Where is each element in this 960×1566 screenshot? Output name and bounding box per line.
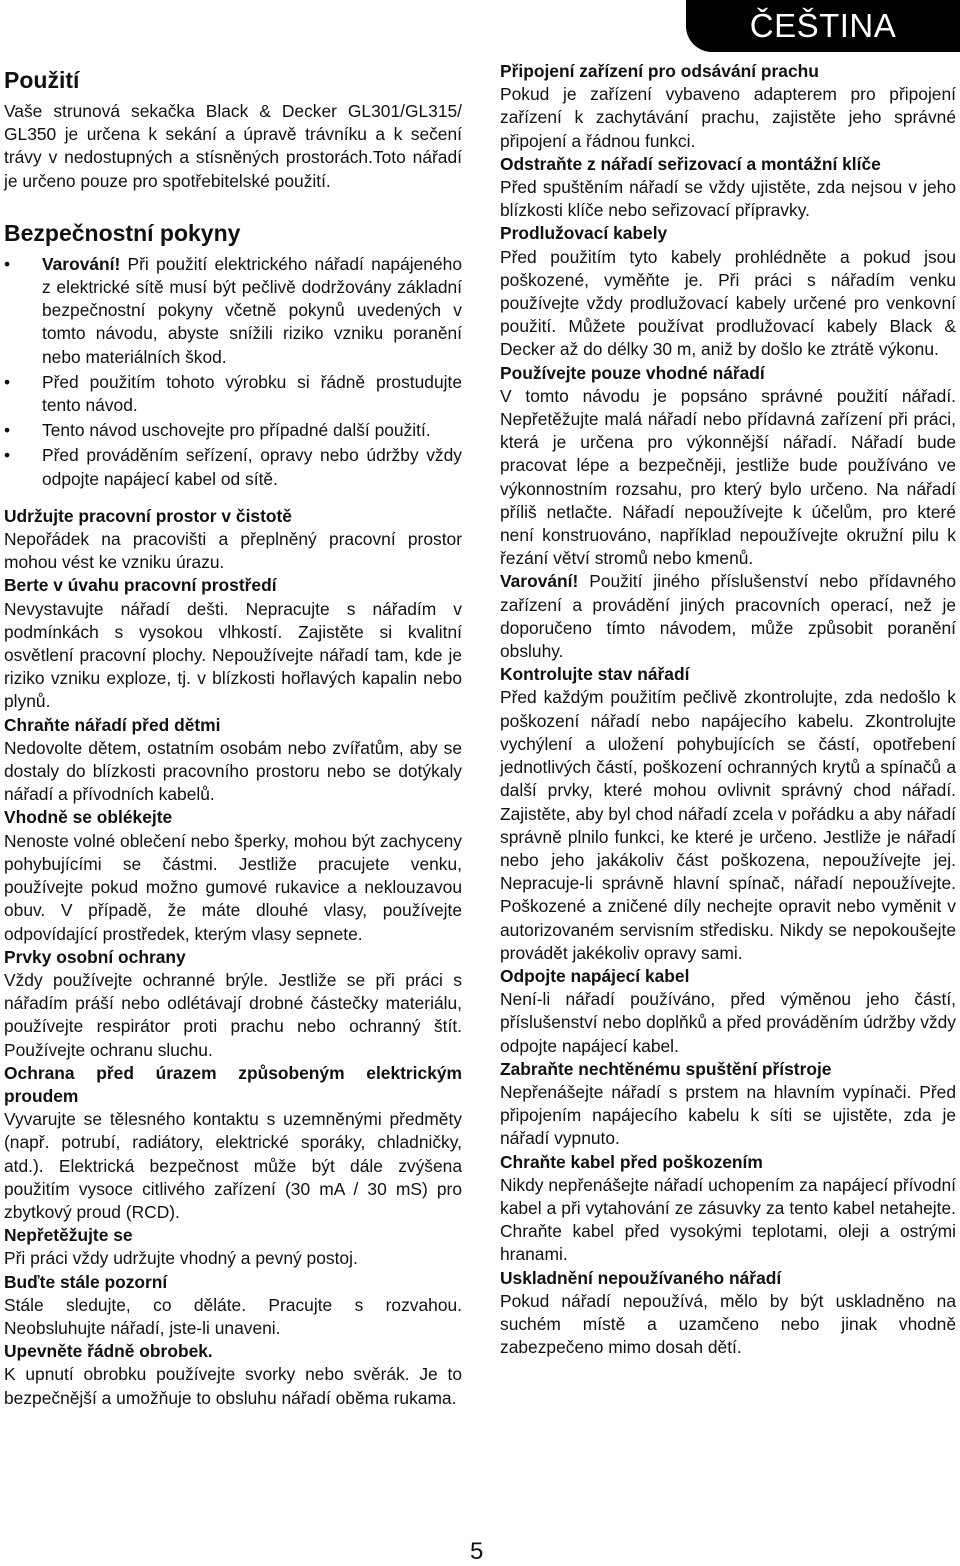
section-text: Nenoste volné oblečení nebo šperky, mohou být zachyceny pohybujícími se částmi. Jestliže pracujete venku, používejte pokud možno gumové rukavice a neklouzavou obuv. V případě, že máte dlouhé vlasy, používejte odpovídající prostředek, kterým vlasy sepnete. [4,830,462,944]
section-heading: Uskladnění nepoužívaného nářadí [500,1267,782,1288]
section-text: Stále sledujte, co děláte. Pracujte s rozvahou. Neobsluhujte nářadí, jste-li unaveni. [4,1294,462,1338]
section-heading: Připojení zařízení pro odsávání prachu [500,61,819,81]
section-text: Pokud je zařízení vybaveno adapterem pro připojení zařízení k zachytávání prachu, zajistěte jeho správné připojení a řádnou funkci. [500,84,956,151]
section-text: Nepořádek na pracovišti a přeplněný pracovní prostor mohou vést ke vzniku úrazu. [4,529,462,573]
left-column [4,60,462,1410]
section-text: Při práci vždy udržujte vhodný a pevný postoj. [4,1248,358,1269]
section-text: Před spuštěním nářadí se vždy ujistěte, zda nejsou v jeho blízkosti klíče nebo seřizovací přípravky. [500,177,956,221]
section-text: Pokud nářadí nepoužívá, mělo by být uskladněno na suchém místě a uzamčeno nebo jinak vhodně zabezpečeno mimo dosah dětí. [500,1290,956,1358]
section-text: V tomto návodu je popsáno správné použití nářadí. Nepřetěžujte malá nářadí nebo přídavná zařízení při práci, která je určena pro výkonnější nářadí. Nářadí bude pracovat lépe a bezpečněji, jestliže bude používáno ve výkonnostním rozsahu, pro který bylo určeno. Na nářadí příliš netlačte. Nářadí nepoužívejte k účelům, pro které není konstruováno, například nepoužívejte okružní pilu k řezání větví stromů nebo kmenů. [500,385,956,569]
section-heading: Vhodně se oblékejte [4,807,173,828]
section-heading: Nepřetěžujte se [4,1225,133,1246]
section-text: Nedovolte dětem, ostatním osobám nebo zvířatům, aby se dostaly do blízkosti pracovního prostoru nebo se dotýkaly nářadí a přívodních kabelů. [4,737,462,805]
right-column [500,60,956,1359]
section-heading: Kontrolujte stav nářadí [500,664,690,685]
warning-lead: Varování! [500,571,579,592]
usage-title: Použití [4,67,80,93]
section-heading: Buďte stále pozorní [4,1271,168,1292]
bullet-text: Tento návod uschovejte pro případné další použití. [42,420,431,441]
section-heading: Odpojte napájecí kabel [500,965,690,986]
safety-bullet-item [4,371,462,417]
language-tab [686,0,960,52]
bullet-marker: • [4,371,11,392]
section-heading: Chraňte nářadí před dětmi [4,714,221,735]
safety-bullet-item [4,419,462,442]
section-text: Vždy používejte ochranné brýle. Jestliže se při práci s nářadím práší nebo odlétávají drobné částečky materiálu, používejte respirátor proti prachu nebo ochranný štít. Používejte ochranu sluchu. [4,969,462,1060]
section-text: Nepřenášejte nářadí s prstem na hlavním vypínači. Před připojením napájecího kabelu k síti se ujistěte, zda je nářadí vypnuto. [500,1081,956,1149]
section-text: Není-li nářadí používáno, před výměnou jeho částí, příslušenství nebo doplňků a před prováděním údržby vždy odpojte napájecí kabel. [500,989,956,1056]
section-heading: Chraňte kabel před poškozením [500,1151,763,1172]
section-heading: Ochrana před úrazem způsobeným elektrickým proudem [4,1062,462,1106]
section-text: Nikdy nepřenášejte nářadí uchopením za napájecí přívodní kabel a při vytahování ze zásuvky za tento kabel netahejte. Chraňte kabel před vysokými teplotami, oleji a ostrými hranami. [500,1174,956,1265]
section-heading: Zabraňte nechtěnému spuštění přístroje [500,1058,832,1079]
safety-bullet-item [4,444,462,490]
safety-title: Bezpečnostní pokyny [4,219,241,246]
bullet-text: Před prováděním seřízení, opravy nebo údržby vždy odpojte napájecí kabel od sítě. [42,445,462,489]
bullet-marker: • [4,253,11,274]
bullet-marker: • [4,420,11,441]
usage-text: Vaše strunová sekačka Black & Decker GL301/GL315/ GL350 je určena k sekání a úpravě trávníku a k sečení trávy v nedostupných a stísněných prostorách.Toto nářadí je určeno pouze pro spotřebitelské použití. [4,101,462,191]
section-heading: Odstraňte z nářadí seřizovací a montážní klíče [500,153,881,174]
bullet-text: Před použitím tohoto výrobku si řádně prostudujte tento návod. [42,371,462,416]
page-number: 5 [470,1538,484,1565]
section-heading: Udržujte pracovní prostor v čistotě [4,505,292,526]
safety-bullet-list [4,253,462,491]
warning-text: Použití jiného příslušenství nebo přídavného zařízení a provádění jiných pracovních operací, než je doporučeno tímto návodem, může způsobit poranění obsluhy. [500,571,956,662]
language-tab-label: ČEŠTINA [749,7,897,44]
section-text: Vyvarujte se tělesného kontaktu s uzemněnými předměty (např. potrubí, radiátory, elektrické sporáky, chladničky, atd.). Elektrická bezpečnost může být dále zvýšena použitím vysoce citlivého zařízení (30 mA / 30 mS) pro zbytkový proud (RCD). [4,1109,462,1222]
section-heading: Prvky osobní ochrany [4,946,186,967]
safety-bullet-item [4,253,462,369]
bullet-text: Při použití elektrického nářadí napájeného z elektrické sítě musí být pečlivě dodržovány základní bezpečnostní pokyny včetně pokynů uvedených v tomto návodu, abyste snížili riziko vzniku poranění nebo materiálních škod. [42,253,462,367]
bullet-marker: • [4,445,11,466]
warning-paragraph [500,570,956,663]
section-text: Před použitím tyto kabely prohlédněte a pokud jsou poškozené, vyměňte je. Při práci s nářadím venku používejte vždy prodlužovací kabely určené pro venkovní použití. Můžete používat prodlužovací kabely Black & Decker až do délky 30 m, aniž by došlo ke ztrátě výkonu. [500,246,956,360]
section-heading: Používejte pouze vhodné nářadí [500,362,765,383]
section-text: K upnutí obrobku používejte svorky nebo svěrák. Je to bezpečnější a umožňuje to obsluhu nářadí oběma rukama. [4,1364,462,1408]
section-heading: Upevněte řádně obrobek. [4,1341,213,1362]
section-heading: Prodlužovací kabely [500,223,668,244]
section-text: Nevystavujte nářadí dešti. Nepracujte s nářadím v podmínkách s vysokou vlhkostí. Zajistěte si kvalitní osvětlení pracovní plochy. Nepoužívejte nářadí tam, kde je riziko vzniku exploze, tj. v blízkosti hořlavých kapalin nebo plynů. [4,598,462,712]
section-text: Před každým použitím pečlivě zkontrolujte, zda nedošlo k poškození nářadí nebo napájecího kabelu. Zkontrolujte vychýlení a uložení pohybujících se částí, opotřebení jednotlivých částí, poškození ochranných krytů a spínačů a další prvky, které mohou ovlivnit správný chod nářadí. Zajistěte, aby byl chod nářadí zcela v pořádku a aby nářadí správně plnilo funkci, ke které je určeno. Jestliže je nářadí nebo jeho jakákoliv část poškozena, nepoužívejte jej. Nepracuje-li správně hlavní spínač, nářadí nepoužívejte. Poškozené a zničené díly nechejte opravit nebo vyměnit v autorizovaném servisním středisku. Nikdy se nepokoušejte provádět jakékoliv opravy sami. [500,687,956,963]
warning-lead: Varování! [42,253,121,274]
section-heading: Berte v úvahu pracovní prostředí [4,575,277,596]
